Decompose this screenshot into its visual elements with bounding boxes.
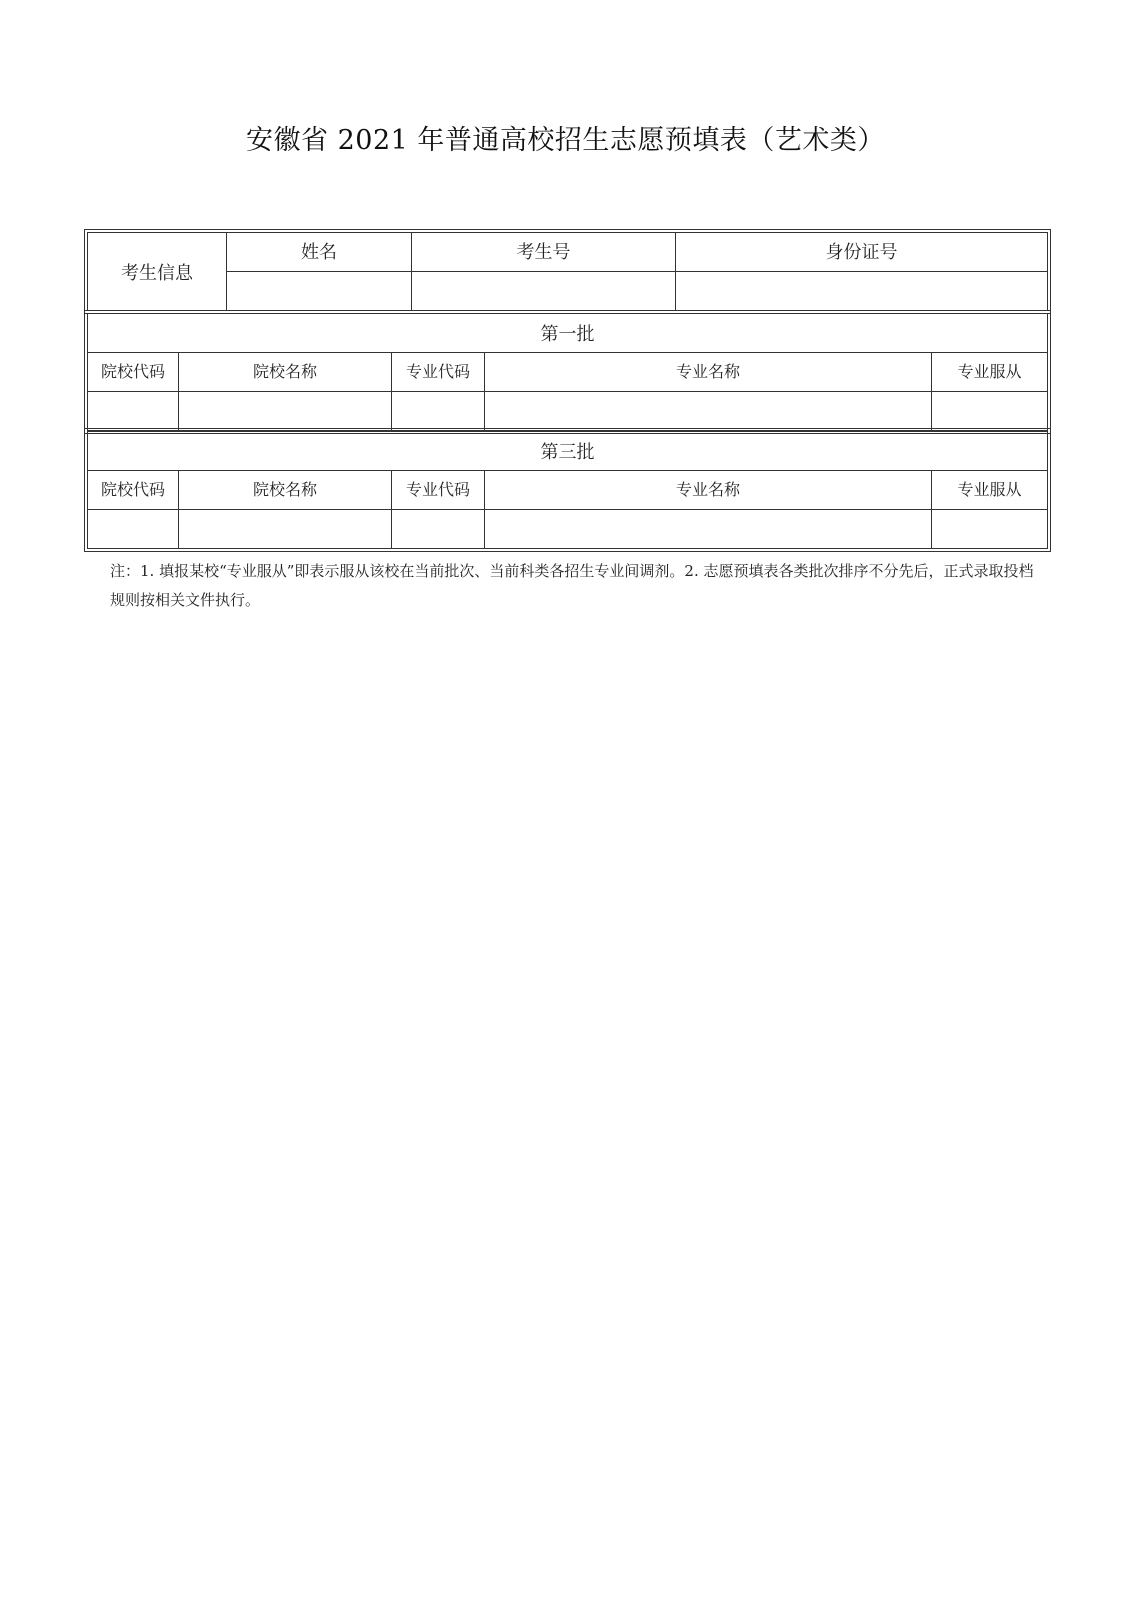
id-number-header: 身份证号 <box>676 233 1048 272</box>
student-info-table <box>87 232 1048 311</box>
major-obey-field[interactable] <box>932 510 1048 549</box>
major-code-field[interactable] <box>392 392 485 431</box>
school-name-header: 院校名称 <box>179 353 392 392</box>
school-code-field[interactable] <box>88 510 179 549</box>
major-obey-header: 专业服从 <box>932 353 1048 392</box>
school-code-header: 院校代码 <box>88 471 179 510</box>
student-info-label: 考生信息 <box>88 233 227 311</box>
batch-1-title: 第一批 <box>88 314 1048 353</box>
major-code-header: 专业代码 <box>392 353 485 392</box>
major-name-header: 专业名称 <box>485 353 932 392</box>
school-name-header: 院校名称 <box>179 471 392 510</box>
batch-3-title: 第三批 <box>88 432 1048 471</box>
major-code-field[interactable] <box>392 510 485 549</box>
school-name-field[interactable] <box>179 510 392 549</box>
name-field[interactable] <box>227 272 412 311</box>
batch-1-table <box>87 313 1048 431</box>
major-code-header: 专业代码 <box>392 471 485 510</box>
exam-number-header: 考生号 <box>412 233 676 272</box>
major-obey-field[interactable] <box>932 392 1048 431</box>
school-code-header: 院校代码 <box>88 353 179 392</box>
major-name-field[interactable] <box>485 392 932 431</box>
exam-number-field[interactable] <box>412 272 676 311</box>
major-name-field[interactable] <box>485 510 932 549</box>
major-name-header: 专业名称 <box>485 471 932 510</box>
form-note: 注：1. 填报某校“专业服从”即表示服从该校在当前批次、当前科类各招生专业间调剂。2. 志愿预填表各类批次排序不分先后，正式录取投档规则按相关文件执行。 <box>110 562 1034 609</box>
school-name-field[interactable] <box>179 392 392 431</box>
school-code-field[interactable] <box>88 392 179 431</box>
name-header: 姓名 <box>227 233 412 272</box>
major-obey-header: 专业服从 <box>932 471 1048 510</box>
id-number-field[interactable] <box>676 272 1048 311</box>
form-title: 安徽省 2021 年普通高校招生志愿预填表（艺术类） <box>246 125 885 156</box>
batch-3-table <box>87 431 1048 549</box>
